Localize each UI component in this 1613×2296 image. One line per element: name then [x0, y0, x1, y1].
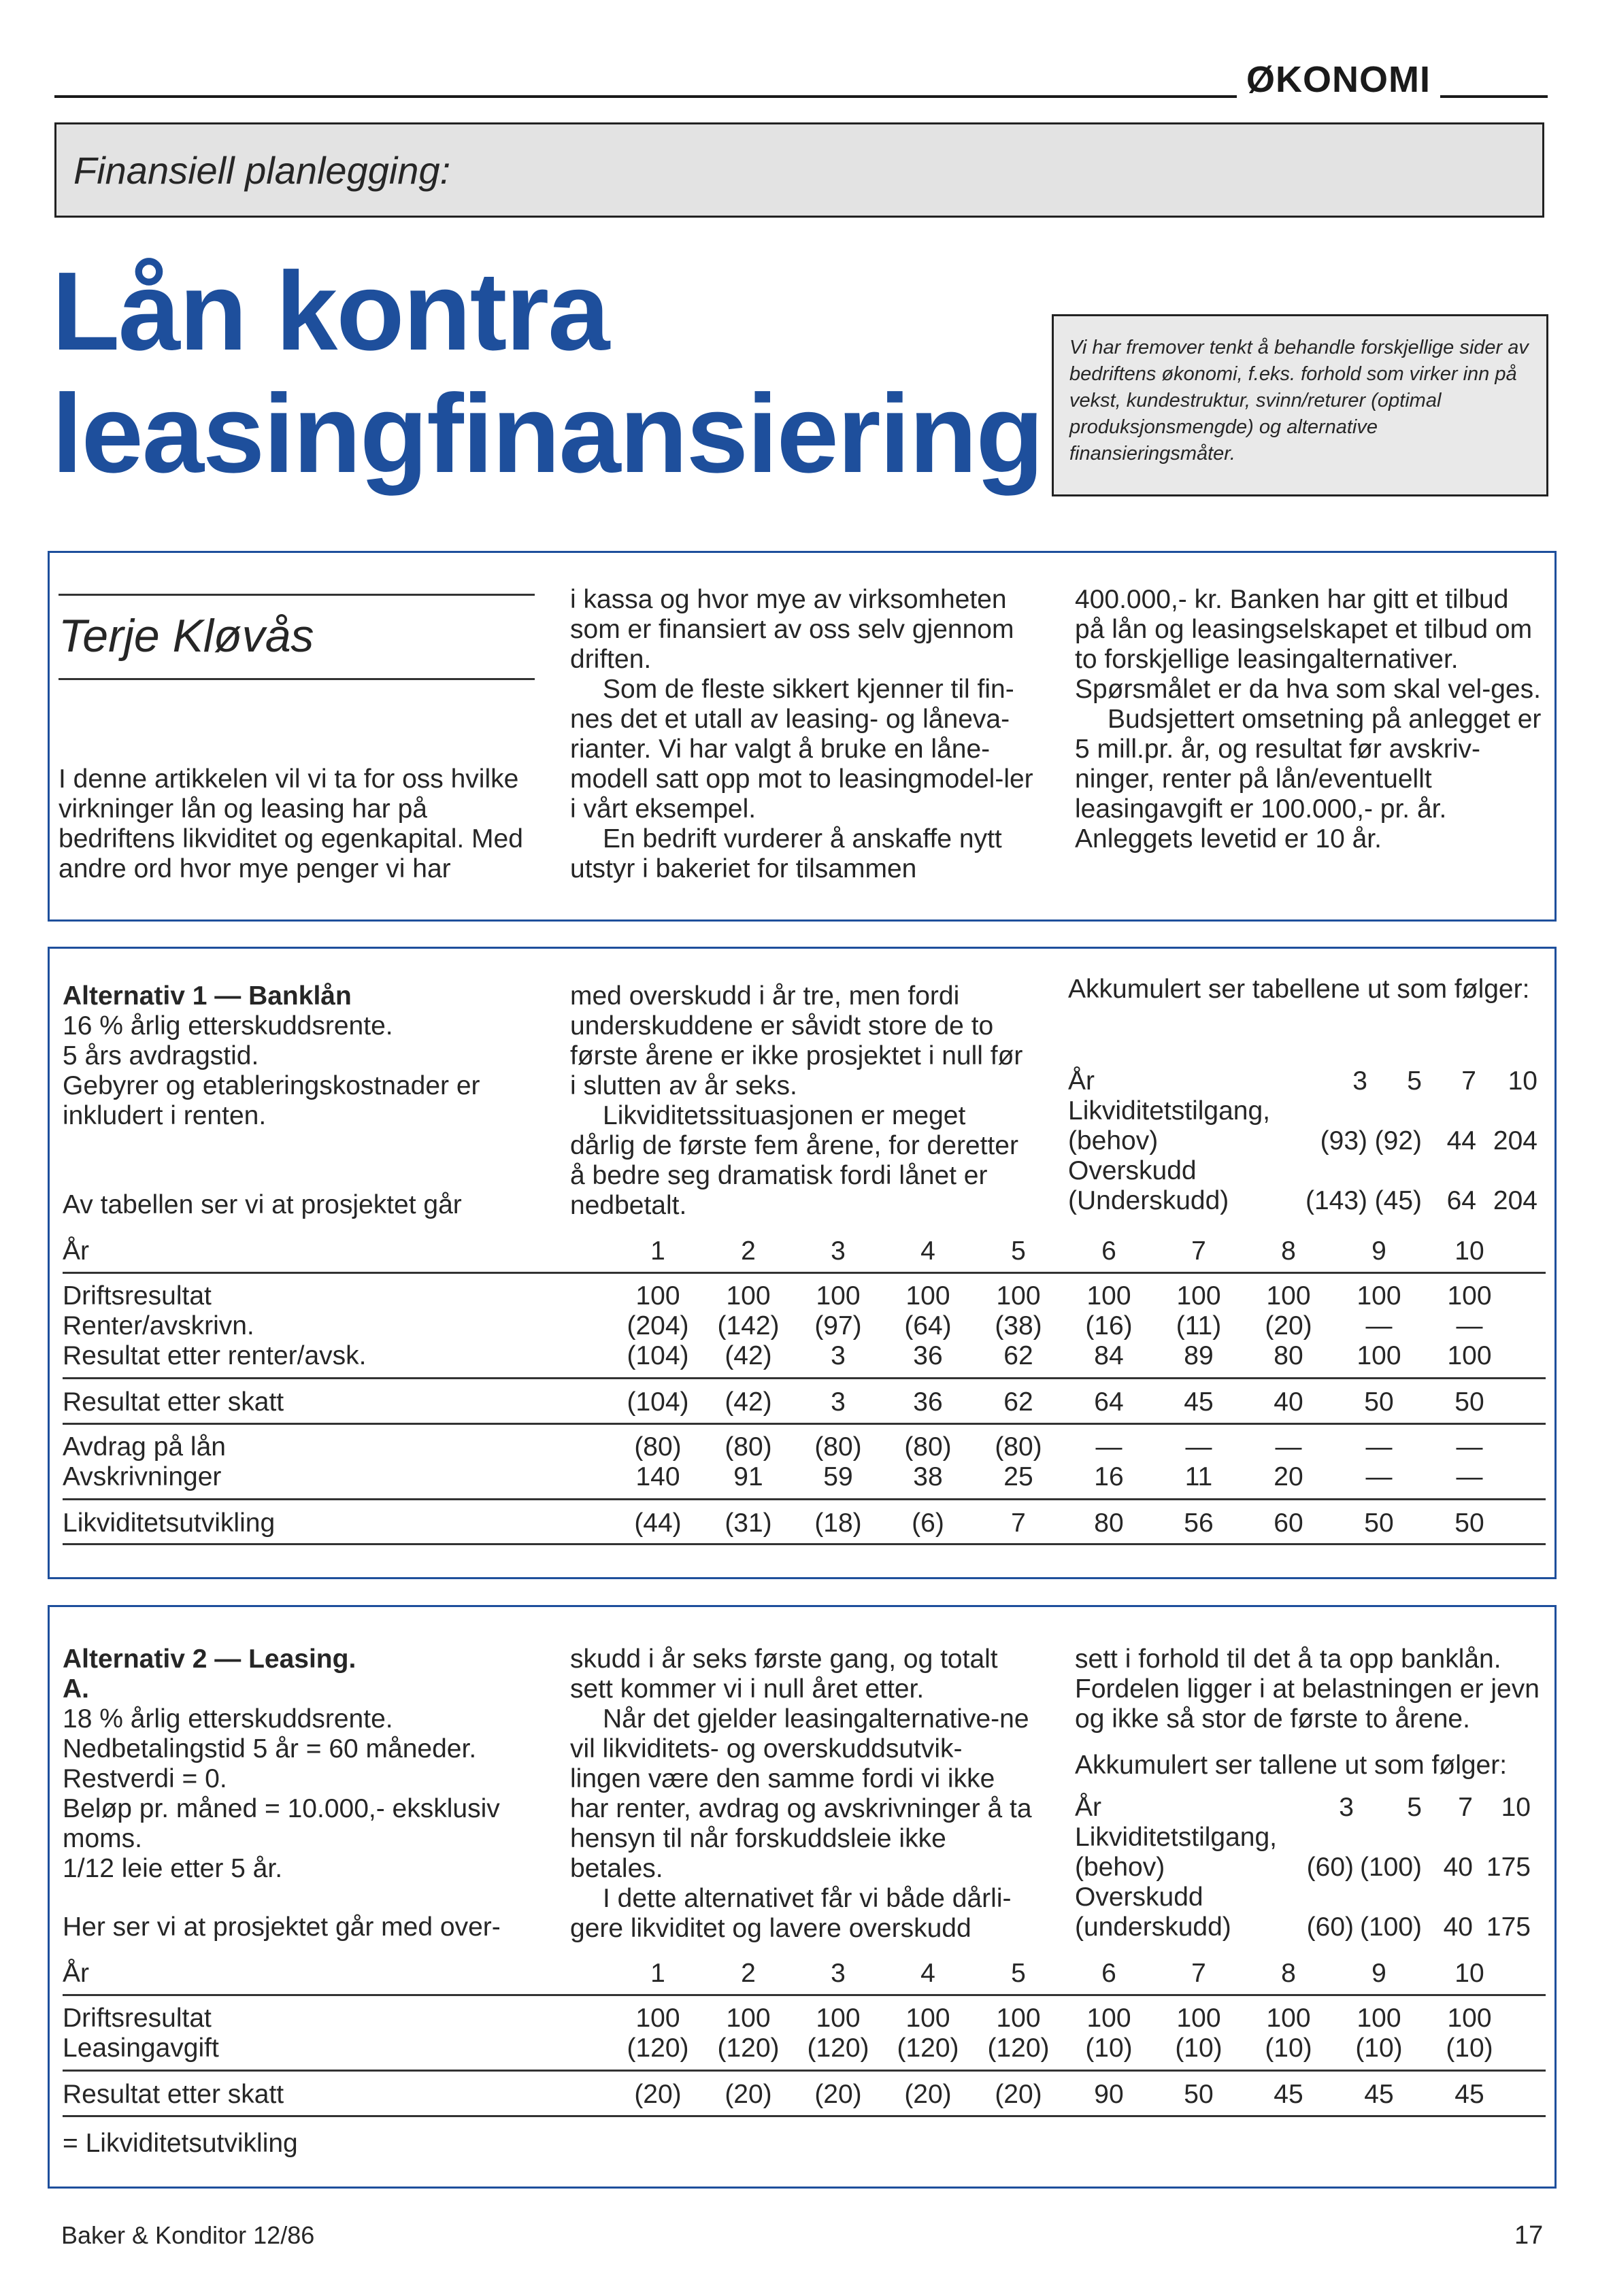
acc-liq-value: 204	[1493, 1126, 1537, 1155]
table-rule	[63, 1272, 1546, 1274]
alt2-data-cell: (20)	[634, 2080, 682, 2109]
alt2-data-cell: 90	[1094, 2080, 1124, 2109]
alt2-data-cell: (10)	[1175, 2033, 1223, 2063]
acc-liq-value: (92)	[1374, 1126, 1422, 1155]
alt1-data-cell: (204)	[627, 1311, 689, 1340]
acc-res-value: (100)	[1359, 1912, 1422, 1942]
acc-res-value: (143)	[1305, 1186, 1367, 1215]
article-title	[52, 250, 1043, 495]
alt1-data-cell: —	[1365, 1462, 1393, 1491]
alt1-data-cell: 100	[816, 1281, 861, 1311]
alt1-data-cell: (42)	[725, 1387, 772, 1417]
alt2-line: Beløp pr. måned = 10.000,- eksklusiv moms.	[63, 1794, 500, 1853]
alt1-data-label: Resultat etter skatt	[63, 1387, 284, 1417]
alt2-col3-p1: sett i forhold til det å ta opp banklån. Fordelen ligger i at belastningen er jevn og ikke så stor de første to årene.	[1075, 1644, 1540, 1734]
kicker: Finansiell planlegging:	[73, 149, 451, 192]
alt2-line: Restverdi = 0.	[63, 1764, 227, 1793]
alt1-data-cell: 89	[1184, 1341, 1214, 1370]
acc-liq-label-1: Likviditetstilgang,	[1068, 1096, 1270, 1126]
alt1-col-2	[570, 981, 1033, 1221]
alt1-data-row	[63, 1281, 1546, 1311]
alt1-acc-table	[1068, 1066, 1544, 1223]
alt1-data-cell: (80)	[904, 1432, 952, 1462]
alt1-table	[63, 1236, 1546, 1556]
alt1-data-cell: 38	[913, 1462, 943, 1491]
alt1-data-cell: (80)	[725, 1432, 772, 1462]
alt2-col2-p3: I dette alternativet får vi både dårli-gere likviditet og lavere overskudd	[570, 1884, 1012, 1943]
acc-liq-value: (60)	[1306, 1853, 1354, 1882]
acc-year: 5	[1407, 1793, 1422, 1822]
alt2-line: 18 % årlig etterskuddsrente.	[63, 1704, 393, 1734]
alt1-data-cell: 16	[1094, 1462, 1124, 1491]
acc-liq-value: (100)	[1359, 1853, 1422, 1882]
alt1-data-cell: —	[1365, 1311, 1393, 1340]
alt2-data-cell: 100	[816, 2004, 861, 2033]
alt1-data-cell: 36	[913, 1387, 943, 1417]
alt1-data-cell: (64)	[904, 1311, 952, 1340]
alt2-data-label: Leasingavgift	[63, 2033, 219, 2063]
alt2-data-cell: 100	[905, 2004, 950, 2033]
alt2-data-cell: (20)	[725, 2080, 772, 2109]
alt2-data-cell: 100	[635, 2004, 680, 2033]
alt2-table	[63, 1959, 1546, 2163]
alt1-data-cell: (44)	[634, 1508, 682, 1538]
alt1-data-cell: —	[1095, 1432, 1123, 1462]
article-col2-p1: i kassa og hvor mye av virksomheten som er finansiert av oss selv gjennom driften.	[570, 585, 1014, 674]
acc-year: 7	[1461, 1066, 1476, 1096]
acc-res-row	[1075, 1912, 1551, 1942]
alt1-data-cell: 3	[831, 1387, 846, 1417]
alt1-heading: Alternativ 1 — Banklån	[63, 981, 352, 1011]
alt1-year-cell: 1	[650, 1236, 665, 1266]
acc-year: 3	[1352, 1066, 1367, 1096]
alt1-data-cell: 100	[905, 1281, 950, 1311]
alt1-data-cell: 100	[1447, 1341, 1492, 1370]
alt1-col-1	[63, 981, 539, 1131]
alt1-data-row	[63, 1341, 1546, 1371]
alt1-year-cell: 6	[1101, 1236, 1116, 1266]
acc-year-row	[1068, 1066, 1544, 1096]
alt1-data-row	[63, 1432, 1546, 1462]
alt1-data-label: Avdrag på lån	[63, 1432, 226, 1462]
alt2-data-cell: 100	[1176, 2004, 1221, 2033]
alt1-data-cell: 80	[1274, 1341, 1303, 1370]
article-col-2	[570, 585, 1046, 884]
alt1-data-cell: (16)	[1085, 1311, 1133, 1340]
acc-year-label: År	[1068, 1066, 1095, 1096]
alt2-year-cell: 8	[1281, 1959, 1296, 1988]
alt1-data-cell: (20)	[1265, 1311, 1312, 1340]
alt1-data-cell: (42)	[725, 1341, 772, 1370]
alt1-data-label: Renter/avskrivn.	[63, 1311, 254, 1340]
alt2-data-label: Resultat etter skatt	[63, 2080, 284, 2109]
footer-publication: Baker & Konditor 12/86	[61, 2221, 315, 2249]
alt1-data-cell: 40	[1274, 1387, 1303, 1417]
alt1-data-row	[63, 1387, 1546, 1417]
alt2-year-cell: 5	[1011, 1959, 1026, 1988]
acc-liq-value: 40	[1443, 1853, 1473, 1882]
alt1-data-cell: —	[1275, 1432, 1302, 1462]
acc-res-row	[1068, 1186, 1544, 1216]
alt2-data-cell: (10)	[1085, 2033, 1133, 2063]
acc-year: 3	[1339, 1793, 1354, 1822]
alt1-year-cell: 8	[1281, 1236, 1296, 1266]
acc-res-label-1: Overskudd	[1075, 1883, 1203, 1912]
alt1-data-cell: 50	[1364, 1508, 1394, 1538]
alt2-year-cell: 6	[1101, 1959, 1116, 1988]
alt1-data-cell: —	[1456, 1462, 1483, 1491]
alt2-data-cell: 45	[1274, 2080, 1303, 2109]
acc-liq-label-1: Likviditetstilgang,	[1075, 1823, 1277, 1852]
acc-year: 7	[1458, 1793, 1473, 1822]
alt1-data-cell: 100	[1086, 1281, 1131, 1311]
article-col-1	[59, 764, 535, 884]
alt2-line: Nedbetalingstid 5 år = 60 måneder.	[63, 1734, 477, 1763]
alt2-acc-intro: Akkumulert ser tallene ut som følger:	[1075, 1751, 1508, 1780]
alt1-data-cell: 84	[1094, 1341, 1124, 1370]
alt1-data-cell: 100	[1447, 1281, 1492, 1311]
article-col-3	[1075, 585, 1544, 854]
article-col1-text: I denne artikkelen vil vi ta for oss hvilke virkninger lån og leasing har på bedriftens likviditet og egenkapital. Med andre ord hvor mye penger vi har	[59, 764, 523, 883]
acc-liq-value: 175	[1486, 1853, 1531, 1882]
acc-year: 5	[1407, 1066, 1422, 1096]
alt2-data-cell: (20)	[995, 2080, 1042, 2109]
acc-liq-value: 44	[1446, 1126, 1476, 1155]
alt2-year-cell: 2	[741, 1959, 756, 1988]
alt2-data-cell: (120)	[807, 2033, 869, 2063]
article-col3-p2: Budsjettert omsetning på anlegget er 5 mill.pr. år, og resultat før avskriv-ninger, renter på lån/eventuellt leasingavgift er 100.000,- pr. år. Anleggets levetid er 10 år.	[1075, 705, 1542, 854]
acc-year-row	[1075, 1793, 1551, 1823]
acc-liq-value: (93)	[1320, 1126, 1367, 1155]
alt1-data-cell: (80)	[814, 1432, 862, 1462]
alt1-data-cell: 91	[733, 1462, 763, 1491]
alt2-lead: Her ser vi at prosjektet går med over-	[63, 1912, 501, 1942]
alt1-data-cell: 64	[1094, 1387, 1124, 1417]
alt1-data-cell: 100	[726, 1281, 771, 1311]
alt1-data-cell: (31)	[725, 1508, 772, 1538]
alt1-line: 5 års avdragstid.	[63, 1041, 259, 1070]
alt2-col2-p1: skudd i år seks første gang, og totalt sett kommer vi i null året etter.	[570, 1644, 998, 1704]
alt1-data-cell: 100	[1176, 1281, 1221, 1311]
alt1-data-cell: 60	[1274, 1508, 1303, 1538]
alt2-acc-table	[1075, 1793, 1551, 1949]
title-line-2: leasingfinansiering	[52, 371, 1043, 496]
alt1-data-cell: 20	[1274, 1462, 1303, 1491]
title-line-1: Lån kontra	[52, 249, 609, 373]
alt2-data-cell: (20)	[814, 2080, 862, 2109]
table-rule	[63, 1994, 1546, 1996]
alt2-year-cell: 1	[650, 1959, 665, 1988]
alt2-data-cell: 100	[996, 2004, 1041, 2033]
author-name: Terje Kløvås	[59, 610, 314, 662]
article-col2-p2: Som de fleste sikkert kjenner til fin-nes det et utall av leasing- og låneva-rianter. Vi har valgt å bruke en låne-modell satt opp mot to leasingmodel-ler i vårt eksempel.	[570, 675, 1033, 824]
alt1-year-cell: 4	[920, 1236, 935, 1266]
table-rule	[63, 1423, 1546, 1425]
alt1-data-cell: 3	[831, 1341, 846, 1370]
alt1-year-cell: 5	[1011, 1236, 1026, 1266]
alt2-year-cell: 7	[1191, 1959, 1206, 1988]
alt1-data-cell: (80)	[995, 1432, 1042, 1462]
alt2-data-row	[63, 2033, 1546, 2063]
alt1-data-cell: 45	[1184, 1387, 1214, 1417]
alt2-data-cell: (10)	[1446, 2033, 1493, 2063]
acc-year-label: År	[1075, 1793, 1101, 1822]
alt2-line: 1/12 leie etter 5 år.	[63, 1854, 283, 1883]
acc-liq-label-2: (behov)	[1068, 1126, 1159, 1155]
alt1-data-cell: 11	[1184, 1462, 1213, 1491]
alt1-data-cell: 100	[996, 1281, 1041, 1311]
alt1-data-cell: 50	[1454, 1387, 1484, 1417]
alt1-data-cell: —	[1456, 1432, 1483, 1462]
alt2-data-row	[63, 2080, 1546, 2110]
alt1-data-cell: 50	[1454, 1508, 1484, 1538]
alt1-year-cell: 7	[1191, 1236, 1206, 1266]
alt1-year-cell: 2	[741, 1236, 756, 1266]
alt1-data-cell: (11)	[1176, 1311, 1222, 1340]
alt2-year-label: År	[63, 1959, 89, 1988]
alt2-year-cell: 3	[831, 1959, 846, 1988]
alt1-data-cell: (97)	[814, 1311, 862, 1340]
alt2-data-cell: (120)	[897, 2033, 959, 2063]
alt1-acc-intro: Akkumulert ser tabellene ut som følger:	[1068, 975, 1530, 1004]
alt1-data-cell: (6)	[912, 1508, 944, 1538]
acc-res-label-2: (Underskudd)	[1068, 1186, 1229, 1215]
alt1-data-cell: (38)	[995, 1311, 1042, 1340]
acc-liq-label-2: (behov)	[1075, 1853, 1165, 1882]
page-number: 17	[1514, 2221, 1544, 2250]
alt2-year-row	[63, 1959, 1546, 1989]
article-col2-p3: En bedrift vurderer å anskaffe nytt utstyr i bakeriet for tilsammen	[570, 824, 1002, 883]
alt1-year-label: År	[63, 1236, 89, 1266]
table-rule	[63, 1498, 1546, 1500]
alt1-data-cell: —	[1365, 1432, 1393, 1462]
alt2-col-2	[570, 1644, 1033, 1944]
alt1-data-cell: 56	[1184, 1508, 1214, 1538]
acc-res-label-1: Overskudd	[1068, 1156, 1197, 1185]
acc-res-value: (45)	[1374, 1186, 1422, 1215]
alt1-data-cell: 100	[1357, 1341, 1401, 1370]
alt1-data-cell: 7	[1011, 1508, 1026, 1538]
alt1-data-cell: 36	[913, 1341, 943, 1370]
acc-res-value: 64	[1446, 1186, 1476, 1215]
alt1-year-cell: 10	[1454, 1236, 1484, 1266]
acc-res-value: 204	[1493, 1186, 1537, 1215]
alt1-data-label: Likviditetsutvikling	[63, 1508, 276, 1538]
alt1-lead: Av tabellen ser vi at prosjektet går	[63, 1190, 462, 1219]
alt2-col2-p2: Når det gjelder leasingalternative-ne vil likviditets- og overskuddsutvik-lingen være den samme fordi vi ikke har renter, avdrag og avskrivninger å ta hensyn til når forskuddsleie ikke betales.	[570, 1704, 1032, 1883]
author-rule-bottom	[59, 678, 535, 680]
alt1-data-cell: 25	[1003, 1462, 1033, 1491]
intro-text: Vi har fremover tenkt å behandle forskjellige sider av bedriftens økonomi, f.eks. forhold som virker inn på vekst, kundestruktur, svinn/returer (optimal produksjonsmengde) og alternative finansieringsmåter.	[1069, 337, 1529, 465]
alt2-col-3	[1075, 1644, 1551, 1734]
alt2-year-cell: 9	[1371, 1959, 1386, 1988]
alt1-data-label: Driftsresultat	[63, 1281, 212, 1311]
alt2-data-cell: (20)	[904, 2080, 952, 2109]
alt1-data-cell: 62	[1003, 1341, 1033, 1370]
alt1-data-cell: 100	[635, 1281, 680, 1311]
alt2-data-cell: 100	[1447, 2004, 1492, 2033]
alt2-data-cell: (120)	[717, 2033, 780, 2063]
acc-liq-row	[1068, 1126, 1544, 1156]
alt2-year-cell: 10	[1454, 1959, 1484, 1988]
alt1-data-cell: 62	[1003, 1387, 1033, 1417]
acc-res-label-2: (underskudd)	[1075, 1912, 1231, 1942]
alt2-data-cell: (10)	[1355, 2033, 1403, 2063]
alt2-data-label: Driftsresultat	[63, 2004, 212, 2033]
alt1-year-cell: 3	[831, 1236, 846, 1266]
alt1-line: Gebyrer og etableringskostnader er inkludert i renten.	[63, 1071, 480, 1130]
section-label: ØKONOMI	[1237, 58, 1440, 101]
alt1-data-cell: (104)	[627, 1387, 689, 1417]
alt1-col2-p2: Likviditetssituasjonen er meget dårlig de første fem årene, for deretter å bedre seg dramatisk fordi lånet er nedbetalt.	[570, 1101, 1018, 1220]
alt1-data-cell: (80)	[634, 1432, 682, 1462]
table-rule	[63, 2115, 1546, 2117]
alt1-year-cell: 9	[1371, 1236, 1386, 1266]
alt1-data-cell: 140	[635, 1462, 680, 1491]
alt1-data-row	[63, 1508, 1546, 1538]
alt1-data-cell: —	[1456, 1311, 1483, 1340]
alt1-data-label: Avskrivninger	[63, 1462, 222, 1491]
alt2-data-cell: 100	[726, 2004, 771, 2033]
alt1-data-cell: —	[1185, 1432, 1212, 1462]
alt1-data-cell: 80	[1094, 1508, 1124, 1538]
table-rule	[63, 1377, 1546, 1379]
alt1-data-cell: 100	[1266, 1281, 1311, 1311]
acc-year: 10	[1508, 1066, 1537, 1096]
acc-liq-row	[1075, 1853, 1551, 1883]
alt1-data-cell: 50	[1364, 1387, 1394, 1417]
alt1-data-cell: (18)	[814, 1508, 862, 1538]
alt2-data-cell: 100	[1357, 2004, 1401, 2033]
alt2-year-cell: 4	[920, 1959, 935, 1988]
author-rule-top	[59, 594, 535, 596]
alt2-data-cell: 100	[1266, 2004, 1311, 2033]
table-rule	[63, 2070, 1546, 2072]
alt1-data-label: Resultat etter renter/avsk.	[63, 1341, 367, 1370]
alt2-data-row	[63, 2004, 1546, 2033]
acc-year: 10	[1501, 1793, 1531, 1822]
alt1-year-row	[63, 1236, 1546, 1266]
acc-res-value: 40	[1443, 1912, 1473, 1942]
alt2-data-cell: 100	[1086, 2004, 1131, 2033]
alt1-data-cell: 100	[1357, 1281, 1401, 1311]
table-rule	[63, 1543, 1546, 1545]
alt2-data-cell: 45	[1364, 2080, 1394, 2109]
acc-res-value: (60)	[1306, 1912, 1354, 1942]
alt1-data-cell: (142)	[717, 1311, 780, 1340]
alt1-line: 16 % årlig etterskuddsrente.	[63, 1011, 393, 1041]
alt2-col-1	[63, 1644, 552, 1884]
alt1-data-cell: 59	[823, 1462, 853, 1491]
alt2-sub: A.	[63, 1674, 89, 1704]
alt1-col2-p1: med overskudd i år tre, men fordi underskuddene er såvidt store de to første årene er ikke prosjektet i null før i slutten av år seks.	[570, 981, 1023, 1100]
alt2-data-cell: (120)	[627, 2033, 689, 2063]
alt2-data-cell: 50	[1184, 2080, 1214, 2109]
alt2-data-cell: 45	[1454, 2080, 1484, 2109]
alt1-data-cell: (104)	[627, 1341, 689, 1370]
alt1-data-row	[63, 1462, 1546, 1492]
alt2-footer-label: = Likviditetsutvikling	[63, 2129, 298, 2158]
alt2-data-cell: (10)	[1265, 2033, 1312, 2063]
acc-res-value: 175	[1486, 1912, 1531, 1942]
alt1-data-row	[63, 1311, 1546, 1341]
alt2-heading: Alternativ 2 — Leasing.	[63, 1644, 356, 1674]
article-col3-p1: 400.000,- kr. Banken har gitt et tilbud på lån og leasingselskapet et tilbud om to forskjellige leasingalternativer. Spørsmålet er da hva som skal vel-ges.	[1075, 585, 1541, 704]
alt2-data-cell: (120)	[987, 2033, 1050, 2063]
